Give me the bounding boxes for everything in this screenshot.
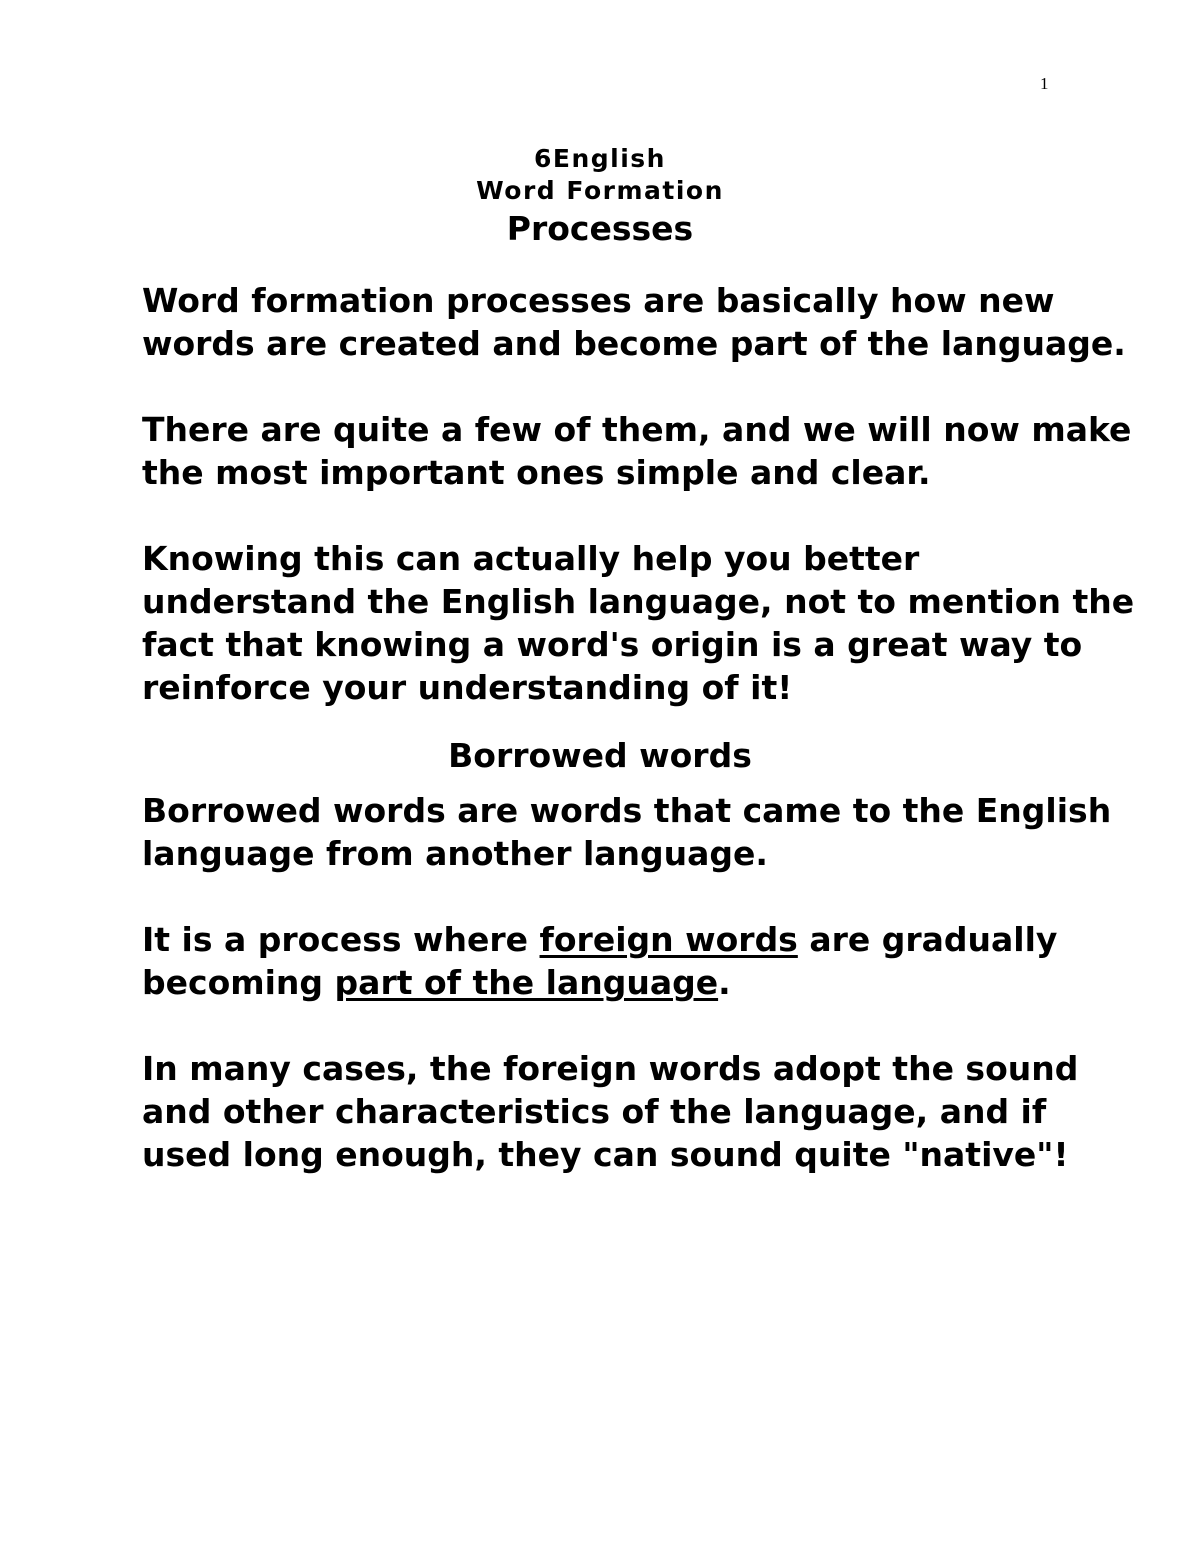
borrowed-paragraph-1: Borrowed words are words that came to the English language from another language. xyxy=(142,791,1112,873)
document-body xyxy=(142,279,1142,1219)
title-line-1: 6English xyxy=(534,144,666,173)
paragraph-text: are gradually becoming xyxy=(142,920,1058,1002)
borrowed-paragraph-2 xyxy=(142,918,1142,1004)
title-line-2: Word Formation xyxy=(476,176,724,205)
document-title xyxy=(0,143,1200,251)
intro-paragraph-2: There are quite a few of them, and we will now make the most important ones simple and clear. xyxy=(142,410,1132,492)
section-heading-borrowed-words: Borrowed words xyxy=(448,736,752,775)
underlined-phrase-foreign-words: foreign words xyxy=(539,920,798,959)
intro-paragraph-1: Word formation processes are basically how new words are created and become part of the language. xyxy=(142,281,1126,363)
underlined-phrase-part-of-language: part of the language xyxy=(334,963,719,1002)
page-number: 1 xyxy=(1040,74,1049,93)
borrowed-paragraph-3: In many cases, the foreign words adopt the sound and other characteristics of the language, and if used long enough, they can sound quite "native"! xyxy=(142,1049,1079,1174)
intro-paragraph-3: Knowing this can actually help you better understand the English language, not to mention the fact that knowing a word's origin is a great way to reinforce your understanding of it! xyxy=(142,539,1135,707)
paragraph-text: . xyxy=(718,963,731,1002)
paragraph-text: It is a process where xyxy=(142,920,540,959)
title-line-3: Processes xyxy=(506,209,694,248)
